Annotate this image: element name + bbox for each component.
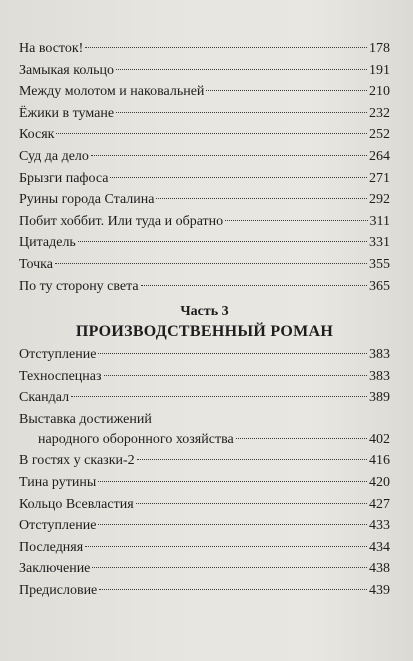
dot-leader [98, 481, 367, 482]
entry-page: 420 [369, 474, 390, 490]
entry-title: Руины города Сталина [19, 192, 155, 208]
entry-page: 292 [369, 192, 390, 208]
entry-title: Предисловие [19, 582, 98, 598]
dot-leader [71, 396, 367, 397]
dot-leader [99, 589, 367, 590]
entry-page: 191 [369, 62, 390, 78]
entry-title: Техноспецназ [19, 368, 102, 384]
entry-page: 178 [369, 41, 390, 56]
toc-entry [19, 168, 390, 190]
entry-title: По ту сторону света [19, 278, 139, 294]
entry-title: Суд да дело [19, 148, 89, 164]
entry-title: Заключение [19, 561, 91, 577]
dot-leader [141, 285, 367, 286]
dot-leader [104, 375, 367, 376]
dot-leader [92, 567, 367, 568]
toc-entry [19, 146, 390, 168]
toc-entry [19, 189, 390, 211]
toc-entry-line2 [19, 429, 390, 451]
toc-entry-multiline [19, 410, 390, 451]
entry-title: Косяк [19, 127, 55, 143]
entry-title: Цитадель [19, 235, 76, 251]
entry-page: 383 [369, 347, 390, 362]
dot-leader [156, 198, 367, 199]
dot-leader [110, 177, 367, 178]
entry-page: 402 [369, 431, 390, 447]
entry-title-line1: Выставка достижений [19, 411, 152, 427]
entry-page: 311 [369, 213, 390, 229]
dot-leader [206, 90, 367, 91]
entry-title: Скандал [19, 390, 70, 406]
part-title: ПРОИЗВОДСТВЕННЫЙ РОМАН [75, 323, 334, 340]
toc-entry [19, 124, 390, 146]
toc-entry [19, 60, 390, 82]
entry-page: 264 [369, 148, 390, 164]
dot-leader [116, 112, 367, 113]
entry-title: Последняя [19, 539, 84, 555]
toc-list-part2 [19, 38, 390, 297]
entry-page: 433 [369, 518, 390, 534]
toc-entry [19, 81, 390, 103]
entry-title: Ёжики в тумане [19, 105, 115, 121]
dot-leader [98, 353, 367, 354]
entry-title-line2: народного оборонного хозяйства [38, 431, 234, 447]
toc-entry [19, 38, 390, 60]
entry-page: 383 [369, 368, 390, 384]
entry-page: 271 [369, 170, 390, 186]
part-heading [19, 303, 390, 343]
entry-title: В гостях у сказки-2 [19, 453, 135, 469]
entry-title: Брызги пафоса [19, 170, 109, 186]
toc-entry [19, 515, 390, 537]
entry-title: Отступление [19, 347, 97, 362]
toc-entry [19, 580, 390, 602]
dot-leader [85, 47, 367, 48]
toc-entry [19, 558, 390, 580]
dot-leader [56, 133, 367, 134]
entry-page: 389 [369, 390, 390, 406]
dot-leader [225, 220, 367, 221]
entry-title: Кольцо Всевластия [19, 496, 134, 512]
entry-page: 331 [369, 235, 390, 251]
toc-entry [19, 254, 390, 276]
entry-title: Точка [19, 256, 53, 272]
dot-leader [78, 241, 367, 242]
dot-leader [136, 503, 367, 504]
entry-title: Побит хоббит. Или туда и обратно [19, 213, 224, 229]
entry-title: На восток! [19, 41, 84, 56]
entry-page: 232 [369, 105, 390, 121]
entry-title: Замыкая кольцо [19, 62, 115, 78]
part-label: Часть 3 [180, 304, 229, 319]
toc-entry [19, 537, 390, 559]
toc-entry [19, 276, 390, 298]
entry-page: 438 [369, 561, 390, 577]
entry-page: 416 [369, 453, 390, 469]
dot-leader [98, 524, 367, 525]
entry-title: Между молотом и наковальней [19, 84, 205, 100]
dot-leader [137, 459, 367, 460]
entry-page: 210 [369, 84, 390, 100]
dot-leader [55, 263, 367, 264]
toc-list-part3 [19, 344, 390, 602]
toc-entry [19, 232, 390, 254]
toc-entry [19, 103, 390, 125]
dot-leader [91, 155, 367, 156]
toc-entry [19, 387, 390, 409]
toc-entry [19, 366, 390, 388]
entry-title: Тина рутины [19, 474, 97, 490]
dot-leader [236, 438, 367, 439]
dot-leader [85, 546, 367, 547]
toc-entry [19, 494, 390, 516]
entry-page: 427 [369, 496, 390, 512]
entry-page: 434 [369, 539, 390, 555]
toc-entry [19, 450, 390, 472]
entry-page: 252 [369, 127, 390, 143]
toc-entry [19, 344, 390, 366]
entry-title: Отступление [19, 518, 97, 534]
dot-leader [116, 69, 367, 70]
entry-page: 365 [369, 278, 390, 294]
toc-entry [19, 472, 390, 494]
toc-entry [19, 211, 390, 233]
entry-page: 355 [369, 256, 390, 272]
entry-page: 439 [369, 582, 390, 598]
